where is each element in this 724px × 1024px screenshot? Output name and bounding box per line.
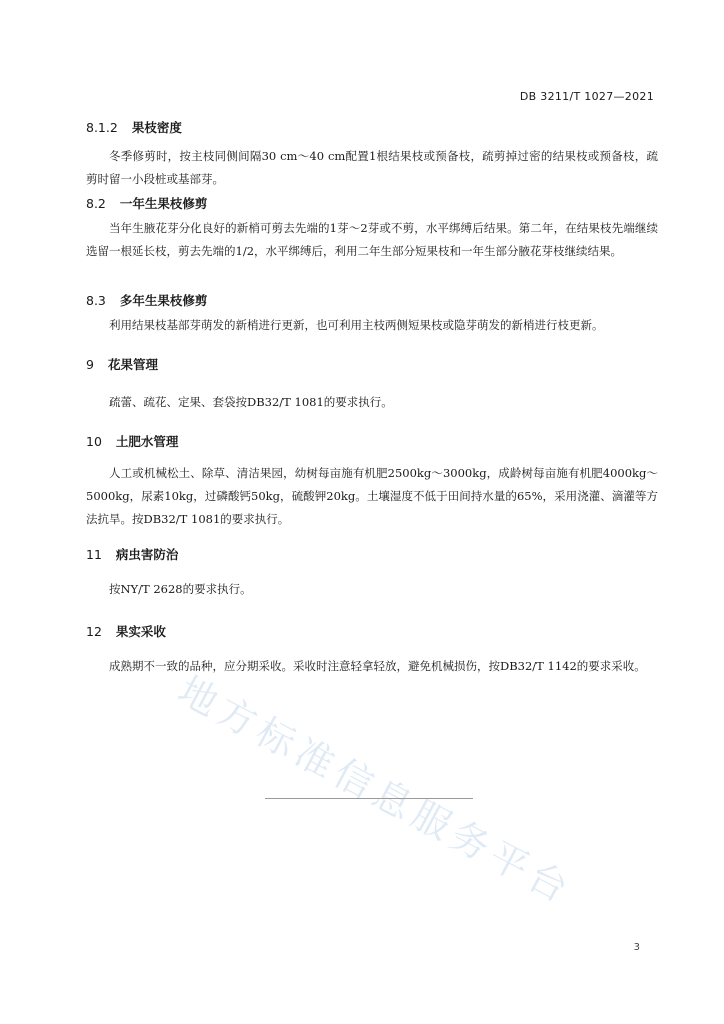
section-number: 8.2: [86, 196, 106, 211]
section-paragraph: 按NY/T 2628的要求执行。: [109, 582, 252, 596]
section-paragraph: 人工或机械松土、除草、清洁果园，幼树每亩施有机肥2500kg～3000kg，成龄树每亩施有机肥4000kg～5000kg，尿素10kg，过磷酸钙50kg，硫酸钾20kg。土壤湿度不低于田间持水量的65%，采用浇灌、滴灌等方法抗旱。按DB32/T 1081的要求执行。: [86, 466, 658, 526]
document-code: DB 3211/T 1027—2021: [519, 90, 654, 103]
section-paragraph: 利用结果枝基部芽萌发的新梢进行更新，也可利用主枝两侧短果枝或隐芽萌发的新梢进行枝更新。: [109, 318, 604, 332]
section-title: 果实采收: [115, 624, 166, 639]
section-heading-8-2: [86, 194, 207, 212]
section-title: 一年生果枝修剪: [119, 196, 208, 211]
section-paragraph: 当年生腋花芽分化良好的新梢可剪去先端的1芽～2芽或不剪，水平绑缚后结果。第二年，在结果枝先端继续选留一根延长枝，剪去先端的1/2，水平绑缚后，利用二年生部分短果枝和一年生部分腋花芽枝继续结果。: [86, 221, 658, 258]
section-number: 8.3: [86, 293, 106, 308]
section-title: 花果管理: [107, 357, 158, 372]
section-paragraph: 成熟期不一致的品种，应分期采收。采收时注意轻拿轻放，避免机械损伤，按DB32/T 1142的要求采收。: [109, 659, 646, 673]
section-title: 病虫害防治: [115, 547, 179, 562]
section-paragraph: 冬季修剪时，按主枝同侧间隔30 cm～40 cm配置1根结果枝或预备枝，疏剪掉过密的结果枝或预备枝，疏剪时留一小段桩或基部芽。: [86, 149, 658, 186]
section-heading-11: [86, 545, 178, 563]
section-number: 12: [86, 624, 102, 639]
section-title: 果枝密度: [131, 120, 182, 135]
section-number: 11: [86, 547, 102, 562]
section-paragraph: 疏蕾、疏花、定果、套袋按DB32/T 1081的要求执行。: [109, 395, 393, 409]
section-heading-12: [86, 622, 166, 640]
watermark: 地方标准信息服务平台: [171, 667, 581, 914]
section-heading-8-3: [86, 291, 207, 309]
end-divider: [265, 798, 473, 799]
page-number: 3: [633, 942, 640, 953]
section-number: 9: [86, 357, 94, 372]
section-heading-8-1-2: [86, 118, 182, 136]
section-heading-10: [86, 432, 178, 450]
section-heading-9: [86, 355, 158, 373]
section-number: 10: [86, 434, 102, 449]
section-title: 多年生果枝修剪: [119, 293, 208, 308]
section-title: 土肥水管理: [115, 434, 179, 449]
section-number: 8.1.2: [86, 120, 118, 135]
